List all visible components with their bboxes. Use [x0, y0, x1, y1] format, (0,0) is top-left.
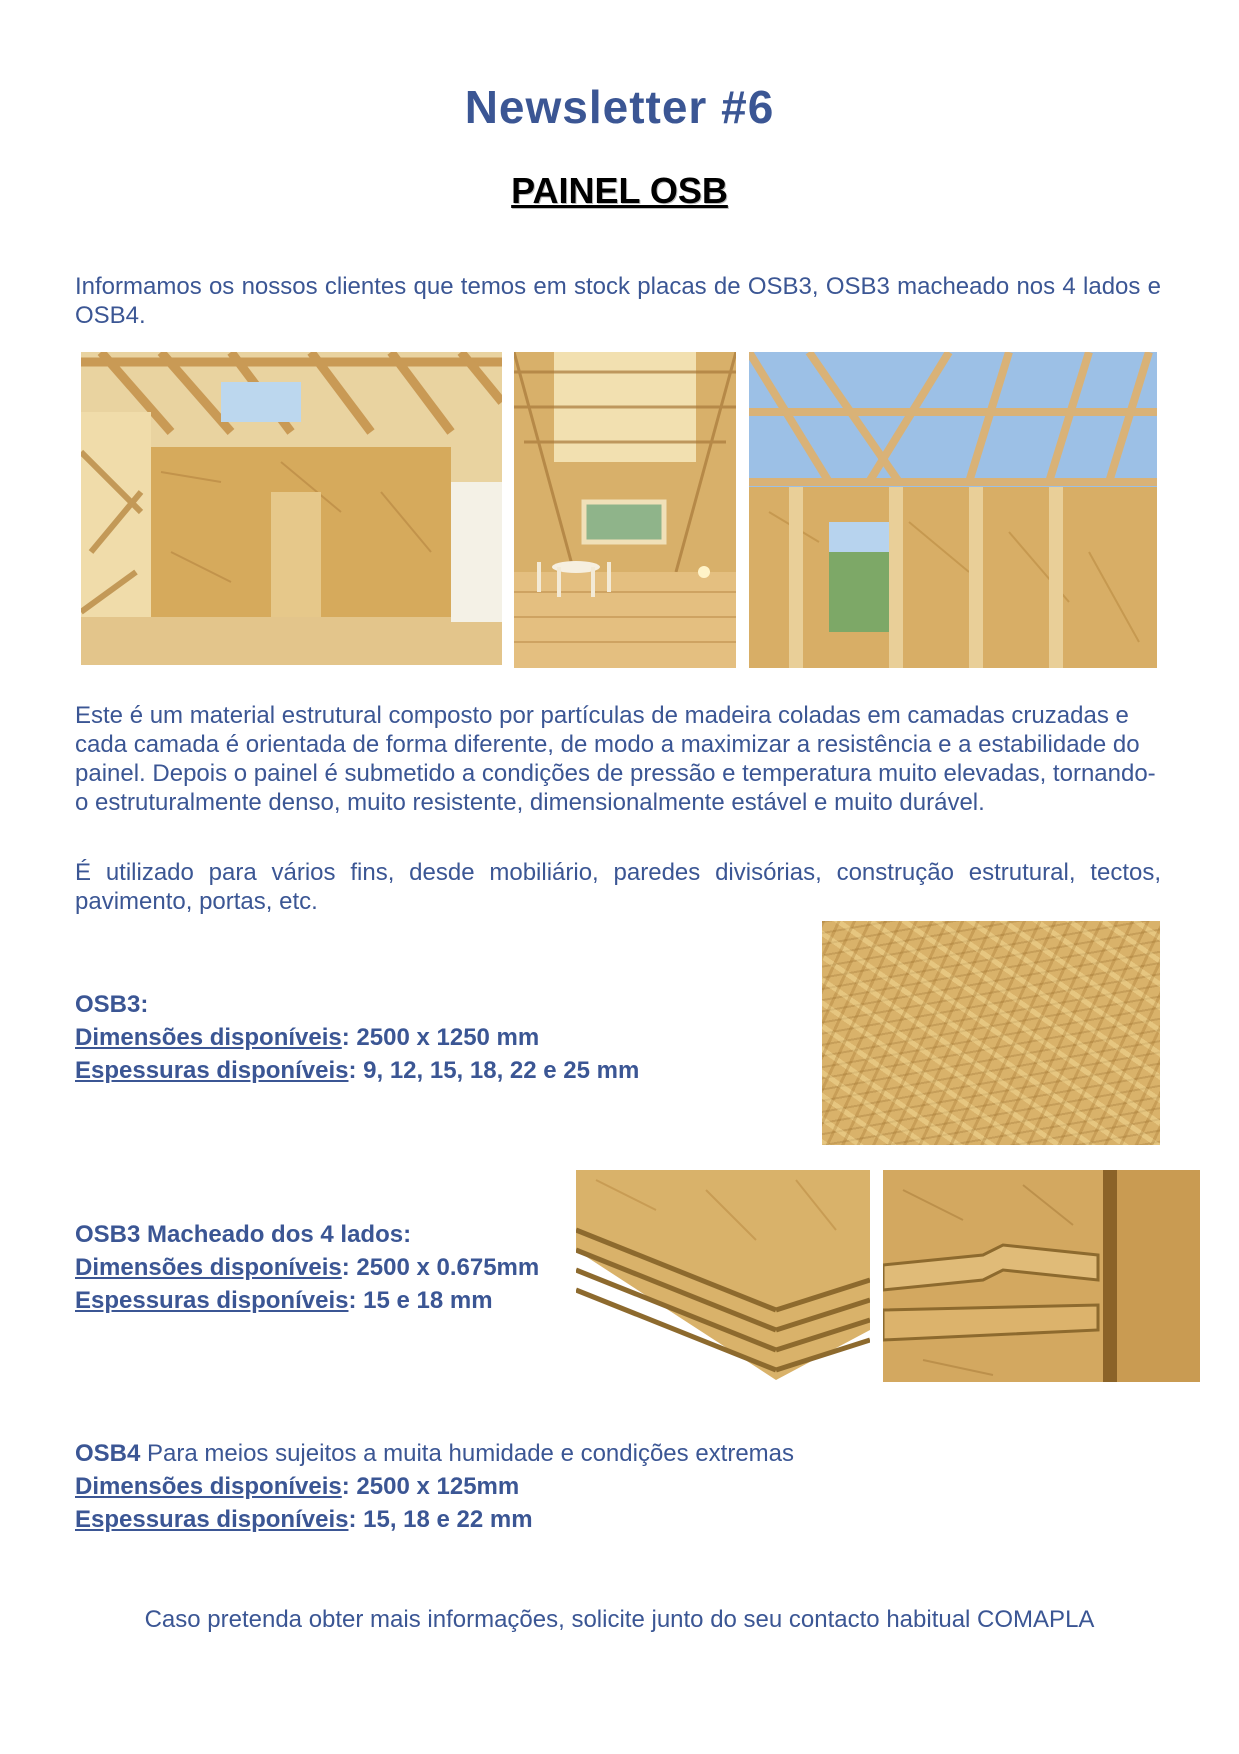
- description-paragraph: Este é um material estrutural composto por partículas de madeira coladas em camadas cruzadas e cada camada é orientada de forma diferente, de modo a maximizar a resistência e a estabilidade do painel. Depois o painel é submetido a condições de pressão e temperatura muito elevadas, tornando-o estruturalmente denso, muito resistente, dimensionalmente estável e muito durável.: [75, 702, 1156, 816]
- photo-osb3-texture: [822, 921, 1160, 1145]
- product-osb4-dimensions: : 2500 x 125mm: [341, 1473, 520, 1500]
- photo-osb-attic-room: [514, 352, 736, 668]
- photo-osb-frame-roof: [749, 352, 1157, 668]
- product-osb3-macheado-dimensions-row: [75, 1251, 575, 1284]
- product-osb3-macheado-dimensions: : 2500 x 0.675mm: [341, 1254, 540, 1281]
- product-osb4-dimensions-row: [75, 1470, 1075, 1503]
- product-osb3-macheado-thicknesses: : 15 e 18 mm: [348, 1287, 493, 1314]
- product-osb4-thickness-row: [75, 1503, 1075, 1536]
- product-osb4-note: Para meios sujeitos a muita humidade e condições extremas: [140, 1440, 795, 1467]
- product-osb3: [75, 988, 795, 1087]
- product-osb3-macheado: [75, 1218, 575, 1317]
- photo-osb3-tongue-groove: [883, 1170, 1200, 1382]
- product-osb3-dimensions-row: [75, 1021, 795, 1054]
- photo-osb3-stacked-panels: [576, 1170, 870, 1380]
- dimensions-label: Dimensões disponíveis: [75, 1024, 342, 1051]
- product-osb4: [75, 1437, 1075, 1536]
- usage-paragraph: É utilizado para vários fins, desde mobiliário, paredes divisórias, construção estrutural, tectos, pavimento, portas, etc.: [75, 859, 1161, 915]
- thicknesses-label: Espessuras disponíveis: [75, 1057, 349, 1084]
- thicknesses-label: Espessuras disponíveis: [75, 1287, 349, 1314]
- product-osb3-dimensions: : 2500 x 1250 mm: [341, 1024, 540, 1051]
- page-subtitle: PAINEL OSB: [511, 170, 728, 211]
- footer-contact-note: Caso pretenda obter mais informações, solicite junto do seu contacto habitual COMAPLA: [144, 1606, 1095, 1633]
- product-osb3-name: OSB3:: [75, 991, 149, 1018]
- thicknesses-label: Espessuras disponíveis: [75, 1506, 349, 1533]
- intro-paragraph: Informamos os nossos clientes que temos em stock placas de OSB3, OSB3 macheado nos 4 lados e OSB4.: [75, 273, 1161, 329]
- newsletter-title: Newsletter #6: [464, 81, 775, 133]
- product-osb3-thickness-row: [75, 1054, 795, 1087]
- product-osb4-name: OSB4: [75, 1440, 141, 1467]
- photo-osb-walls-construction: [81, 352, 502, 665]
- product-osb3-thicknesses: : 9, 12, 15, 18, 22 e 25 mm: [348, 1057, 640, 1084]
- dimensions-label: Dimensões disponíveis: [75, 1473, 342, 1500]
- dimensions-label: Dimensões disponíveis: [75, 1254, 342, 1281]
- product-osb3-macheado-name: OSB3 Macheado dos 4 lados:: [75, 1221, 412, 1248]
- product-osb4-thicknesses: : 15, 18 e 22 mm: [348, 1506, 533, 1533]
- product-osb3-macheado-thickness-row: [75, 1284, 575, 1317]
- product-osb4-title-row: [75, 1437, 1075, 1470]
